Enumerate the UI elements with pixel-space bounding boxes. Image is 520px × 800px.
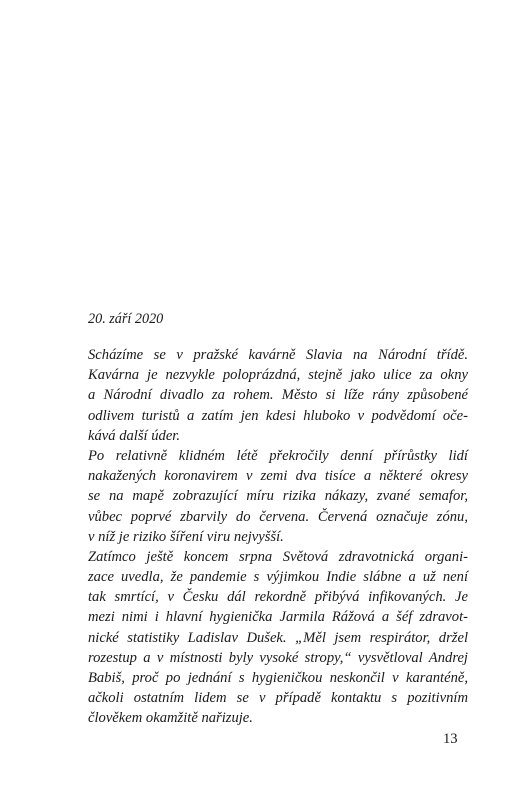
text-line: Babiš, proč po jednání s hygieničkou neskončil v karanténě, [88,670,468,686]
chapter-date: 20. září 2020 [88,311,164,327]
text-line: Scházíme se v pražské kavárně Slavia na Národní třídě. [88,347,468,363]
paragraph-2 [88,446,468,547]
text-line: tak smrtící, v Česku dál rekordně přibývá infikovaných. Je [88,589,468,606]
body-text [88,345,468,729]
page-number: 13 [443,731,458,747]
text-line: nakažených koronavirem v zemi dva tisíce a některé okresy [88,468,468,485]
text-line: Po relativně klidném létě překročily denní přírůstky lidí [88,447,468,464]
text-line: zace uvedla, že pandemie s výjimkou Indie slábne a už není [88,569,468,586]
paragraph-3 [88,547,468,729]
text-line: nické statistiky Ladislav Dušek. „Měl jsem respirátor, držel [88,629,468,646]
text-line: Kavárna je nezvykle poloprázdná, stejně jako ulice za okny [88,367,468,384]
text-line: mezi nimi i hlavní hygienička Jarmila Rážová a šéf zdravot- [88,609,468,626]
text-line: ačkoli ostatním lidem se v případě kontaktu s pozitivním [88,690,468,707]
text-line: a Národní divadlo za rohem. Město si líže rány způsobené [88,387,468,404]
text-line: vůbec poprvé zbarvily do červena. Červená označuje zónu, [88,508,468,525]
text-line: v níž je riziko šíření viru nejvyšší. [88,528,284,545]
text-line: se na mapě zobrazující míru rizika nákazy, zvané semafor, [88,488,468,505]
text-line: člověkem okamžitě nařizuje. [88,710,253,727]
text-line: Zatímco ještě koncem srpna Světová zdravotnická organi- [88,548,468,565]
text-line: rozestup a v místnosti byly vysoké stropy,“ vysvětloval Andrej [88,649,468,666]
paragraph-1 [88,345,468,446]
text-line: odlivem turistů a zatím jen kdesi hluboko v podvědomí oče- [88,407,468,424]
text-line: kává další úder. [88,427,181,444]
